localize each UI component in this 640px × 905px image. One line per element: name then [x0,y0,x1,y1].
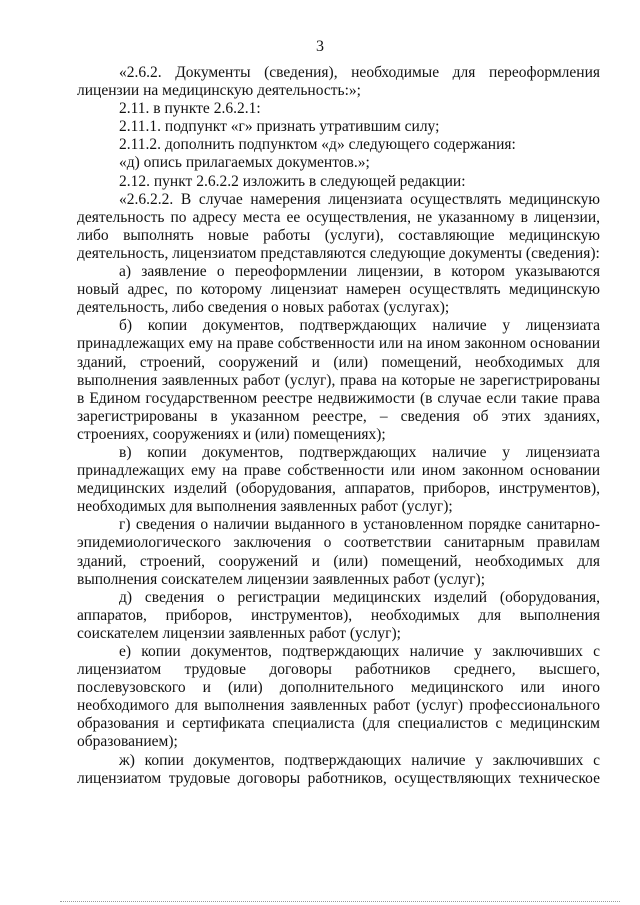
list-item-d: д) сведения о регистрации медицинских изделий (оборудования, аппаратов, приборов, инструментов), необходимых для выполнения соискателем лицензии заявленных работ (услуг); [77,588,600,642]
list-item-g: г) сведения о наличии выданного в установленном порядке санитарно-эпидемиологического заключения о соответствии санитарным правилам зданий, строений, сооружений и (или) помещений, необходимых для выполнения соискателем лицензии заявленных работ (услуг); [77,516,600,588]
paragraph-2-11-1: 2.11.1. подпункт «г» признать утратившим силу; [119,118,440,136]
scan-edge-line [60,901,620,902]
page-number: 3 [316,38,324,55]
list-item-zh: ж) копии документов, подтверждающих наличие у заключивших с лицензиатом трудовые договоры работников, осуществляющих техническое [77,751,600,787]
paragraph-2-6-2: «2.6.2. Документы (сведения), необходимые для переоформления лицензии на медицинскую деятельность:»; [77,64,600,100]
list-item-v: в) копии документов, подтверждающих наличие у лицензиата принадлежащих ему на праве собственности или ином законном основании медицинских изделий (оборудования, аппаратов, приборов, инструментов), необходимых для выполнения заявленных работ (услуг); [77,443,600,516]
list-item-e: е) копии документов, подтверждающих наличие у заключивших с лицензиатом трудовые договоры работников среднего, высшего, послевузовского и (или) дополнительного медицинского или иного необходимого для выполнения заявленных работ (услуг) профессионального образования и сертификата специалиста (для специалистов с медицинским образованием); [77,643,600,751]
list-item-a: а) заявление о переоформлении лицензии, в котором указываются новый адрес, по которому лицензиат намерен осуществлять медицинскую деятельность, либо сведения о новых работах (услугах); [77,263,600,317]
paragraph-2-11: 2.11. в пункте 2.6.2.1: [119,100,261,118]
paragraph-2-12: 2.12. пункт 2.6.2.2 изложить в следующей редакции: [119,172,466,190]
paragraph-2-6-2-2: «2.6.2.2. В случае намерения лицензиата осуществлять медицинскую деятельность по адресу места ее осуществления, не указанному в лицензии, либо выполнять новые работы (услуги), составляющие медицинскую деятельность, лицензиатом представляются следующие документы (сведения): [77,190,600,262]
list-item-b: б) копии документов, подтверждающих наличие у лицензиата принадлежащих ему на праве собственности или на ином законном основании зданий, строений, сооружений и (или) помещений, необходимых для выполнения заявленных работ (услуг), права на которые не зарегистрированы в Едином государственном реестре недвижимости (в случае если такие права зарегистрированы в указанном реестре, – сведения об этих зданиях, строениях, сооружениях и (или) помещениях); [77,317,600,443]
paragraph-subitem-d-list: «д) опись прилагаемых документов.»; [119,154,370,172]
paragraph-2-11-2: 2.11.2. дополнить подпунктом «д» следующего содержания: [119,136,516,154]
document-body [77,64,600,788]
